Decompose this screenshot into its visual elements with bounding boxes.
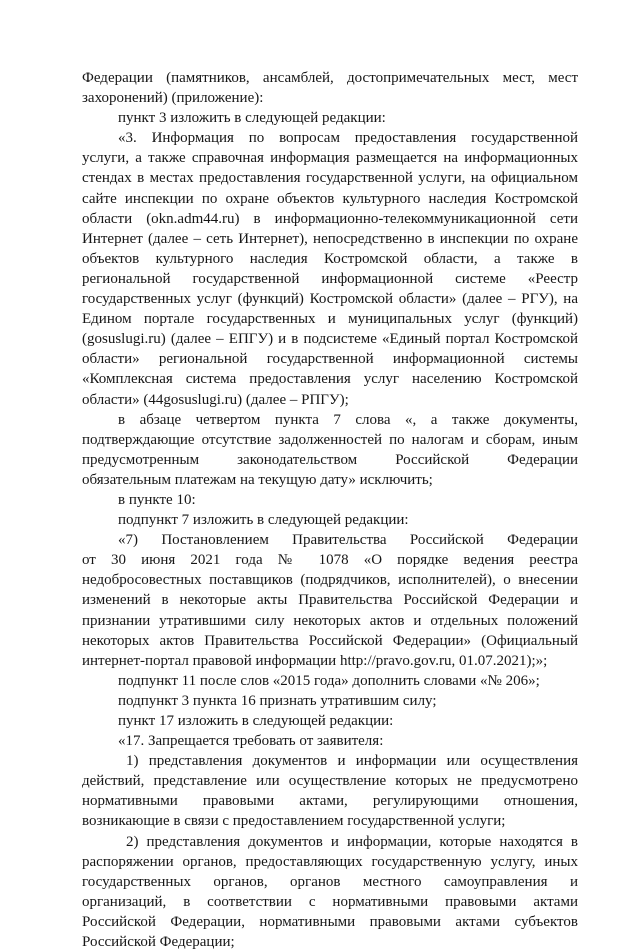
text-line: «Комплексная система предоставления услуг населению Костромской [82,371,578,388]
text-line: от 30 июня 2021 года № 1078 «О порядке ведения реестра [82,552,578,569]
text-line: региональной государственной информационной системе «Реестр [82,270,578,287]
text-line: подпункт 11 после слов «2015 года» дополнить словами «№ 206»; [118,672,540,689]
text-line: объектов культурного наследия Костромской области, а также в [82,250,578,267]
text-line: государственных услуг (функций) Костромской области» (далее – РГУ), на [82,291,578,308]
text-line: области (okn.adm44.ru) в информационно-телекоммуникационной сети [82,210,578,227]
text-line: (gosuslugi.ru) (далее – ЕПГУ) и в подсистеме «Единый портал Костромской [82,331,578,348]
text-line: организаций, в соответствии с нормативными правовыми актами [82,893,578,910]
text-line: изменений в некоторые акты Правительства Российской Федерации и [82,592,578,609]
text-line: пункт 17 изложить в следующей редакции: [118,713,394,729]
text-line: предусмотренным законодательством Российской Федерации [82,451,578,468]
text-line: возникающие в связи с предоставлением государственной услуги; [82,813,506,830]
text-line: сайте инспекции по охране объектов культурного наследия Костромской [82,190,578,207]
text-line: подпункт 3 пункта 16 признать утратившим силу; [118,692,437,709]
text-line: Российской Федерации; [82,934,235,951]
text-line: Интернет (далее – сеть Интернет), непосредственно в инспекции по охране [82,230,578,247]
text-line: области» региональной государственной информационной системы [82,351,578,368]
text-line: услуги, а также справочная информация размещается на информационных [82,150,578,167]
text-line: Российской Федерации, нормативными правовыми актами субъектов [82,913,578,930]
text-line: захоронений) (приложение): [82,90,264,107]
text-line: «7) Постановлением Правительства Российской Федерации [118,532,578,549]
text-line: подпункт 7 изложить в следующей редакции: [118,512,409,529]
text-line: Едином портале государственных и муниципальных услуг (функций) [82,311,578,328]
text-line: в пункте 10: [118,491,196,508]
text-line: государственных органов, органов местного самоуправления и [82,873,578,890]
text-line: обязательным платежам на текущую дату» исключить; [82,471,433,488]
text-line: нормативными правовыми актами, регулирующими отношения, [82,793,578,810]
text-line: подтверждающие отсутствие задолженностей по налогам и сборам, иным [82,431,578,448]
text-line: действий, представление или осуществление которых не предусмотрено [82,773,578,790]
text-line: Федерации (памятников, ансамблей, достопримечательных мест, мест [82,70,578,86]
text-line: в абзаце четвертом пункта 7 слова «, а также документы, [118,411,578,428]
text-line: 1) представления документов и информации или осуществления [126,753,578,770]
text-line: «17. Запрещается требовать от заявителя: [118,733,384,750]
text-line: распоряжении органов, предоставляющих государственную услугу, иных [82,853,578,870]
text-line: 2) представления документов и информации, которые находятся в [126,833,578,850]
text-line: области» (44gosuslugi.ru) (далее – РПГУ); [82,391,349,408]
text-line: интернет-портал правовой информации http://pravo.gov.ru, 01.07.2021);»; [82,652,548,669]
text-line: стендах в местах предоставления государственной услуги, на официальном [82,170,578,187]
text-line: «3. Информация по вопросам предоставления государственной [118,130,578,147]
text-line: недобросовестных поставщиков (подрядчиков, исполнителей), о внесении [82,572,578,589]
text-line: признании утратившими силу некоторых актов и отдельных положений [82,612,578,629]
text-line: пункт 3 изложить в следующей редакции: [118,110,386,127]
text-line: некоторых актов Правительства Российской Федерации» (Официальный [82,632,578,649]
